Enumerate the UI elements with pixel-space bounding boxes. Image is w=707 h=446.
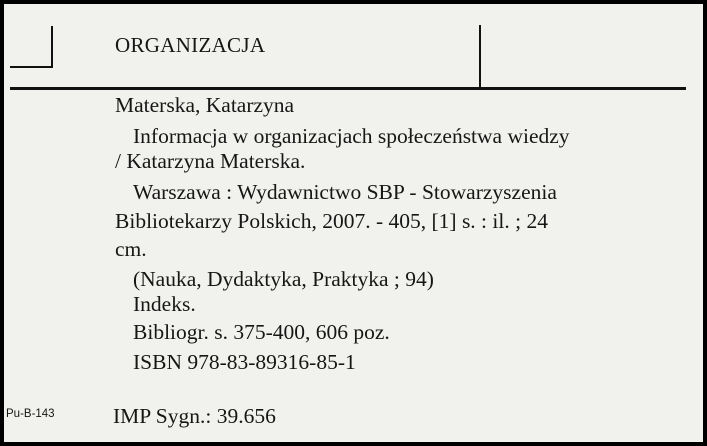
index-note: Indeks.: [133, 292, 196, 316]
library-code: Pu-B-143: [6, 408, 55, 420]
publication-line-1: Warszawa : Wydawnictwo SBP - Stowarzyszenia: [133, 180, 557, 204]
publication-line-2: Bibliotekarzy Polskich, 2007. - 405, [1] s. : il. ; 24: [115, 209, 548, 233]
bibliography-note: Bibliogr. s. 375-400, 606 poz.: [133, 320, 390, 344]
corner-mark-horizontal: [10, 66, 53, 68]
heading-divider: [479, 25, 481, 88]
isbn-line: ISBN 978-83-89316-85-1: [133, 350, 356, 374]
corner-mark-vertical: [51, 26, 53, 68]
title-line-1: Informacja w organizacjach społeczeństwa wiedzy: [133, 124, 570, 148]
publication-line-3: cm.: [115, 237, 147, 261]
horizontal-rule: [10, 87, 686, 90]
catalog-card: [4, 4, 703, 442]
author-line: Materska, Katarzyna: [115, 93, 295, 117]
title-line-2: / Katarzyna Materska.: [115, 149, 306, 173]
call-number: IMP Sygn.: 39.656: [113, 404, 276, 428]
series-line: (Nauka, Dydaktyka, Praktyka ; 94): [133, 267, 434, 291]
subject-heading: ORGANIZACJA: [115, 33, 266, 57]
